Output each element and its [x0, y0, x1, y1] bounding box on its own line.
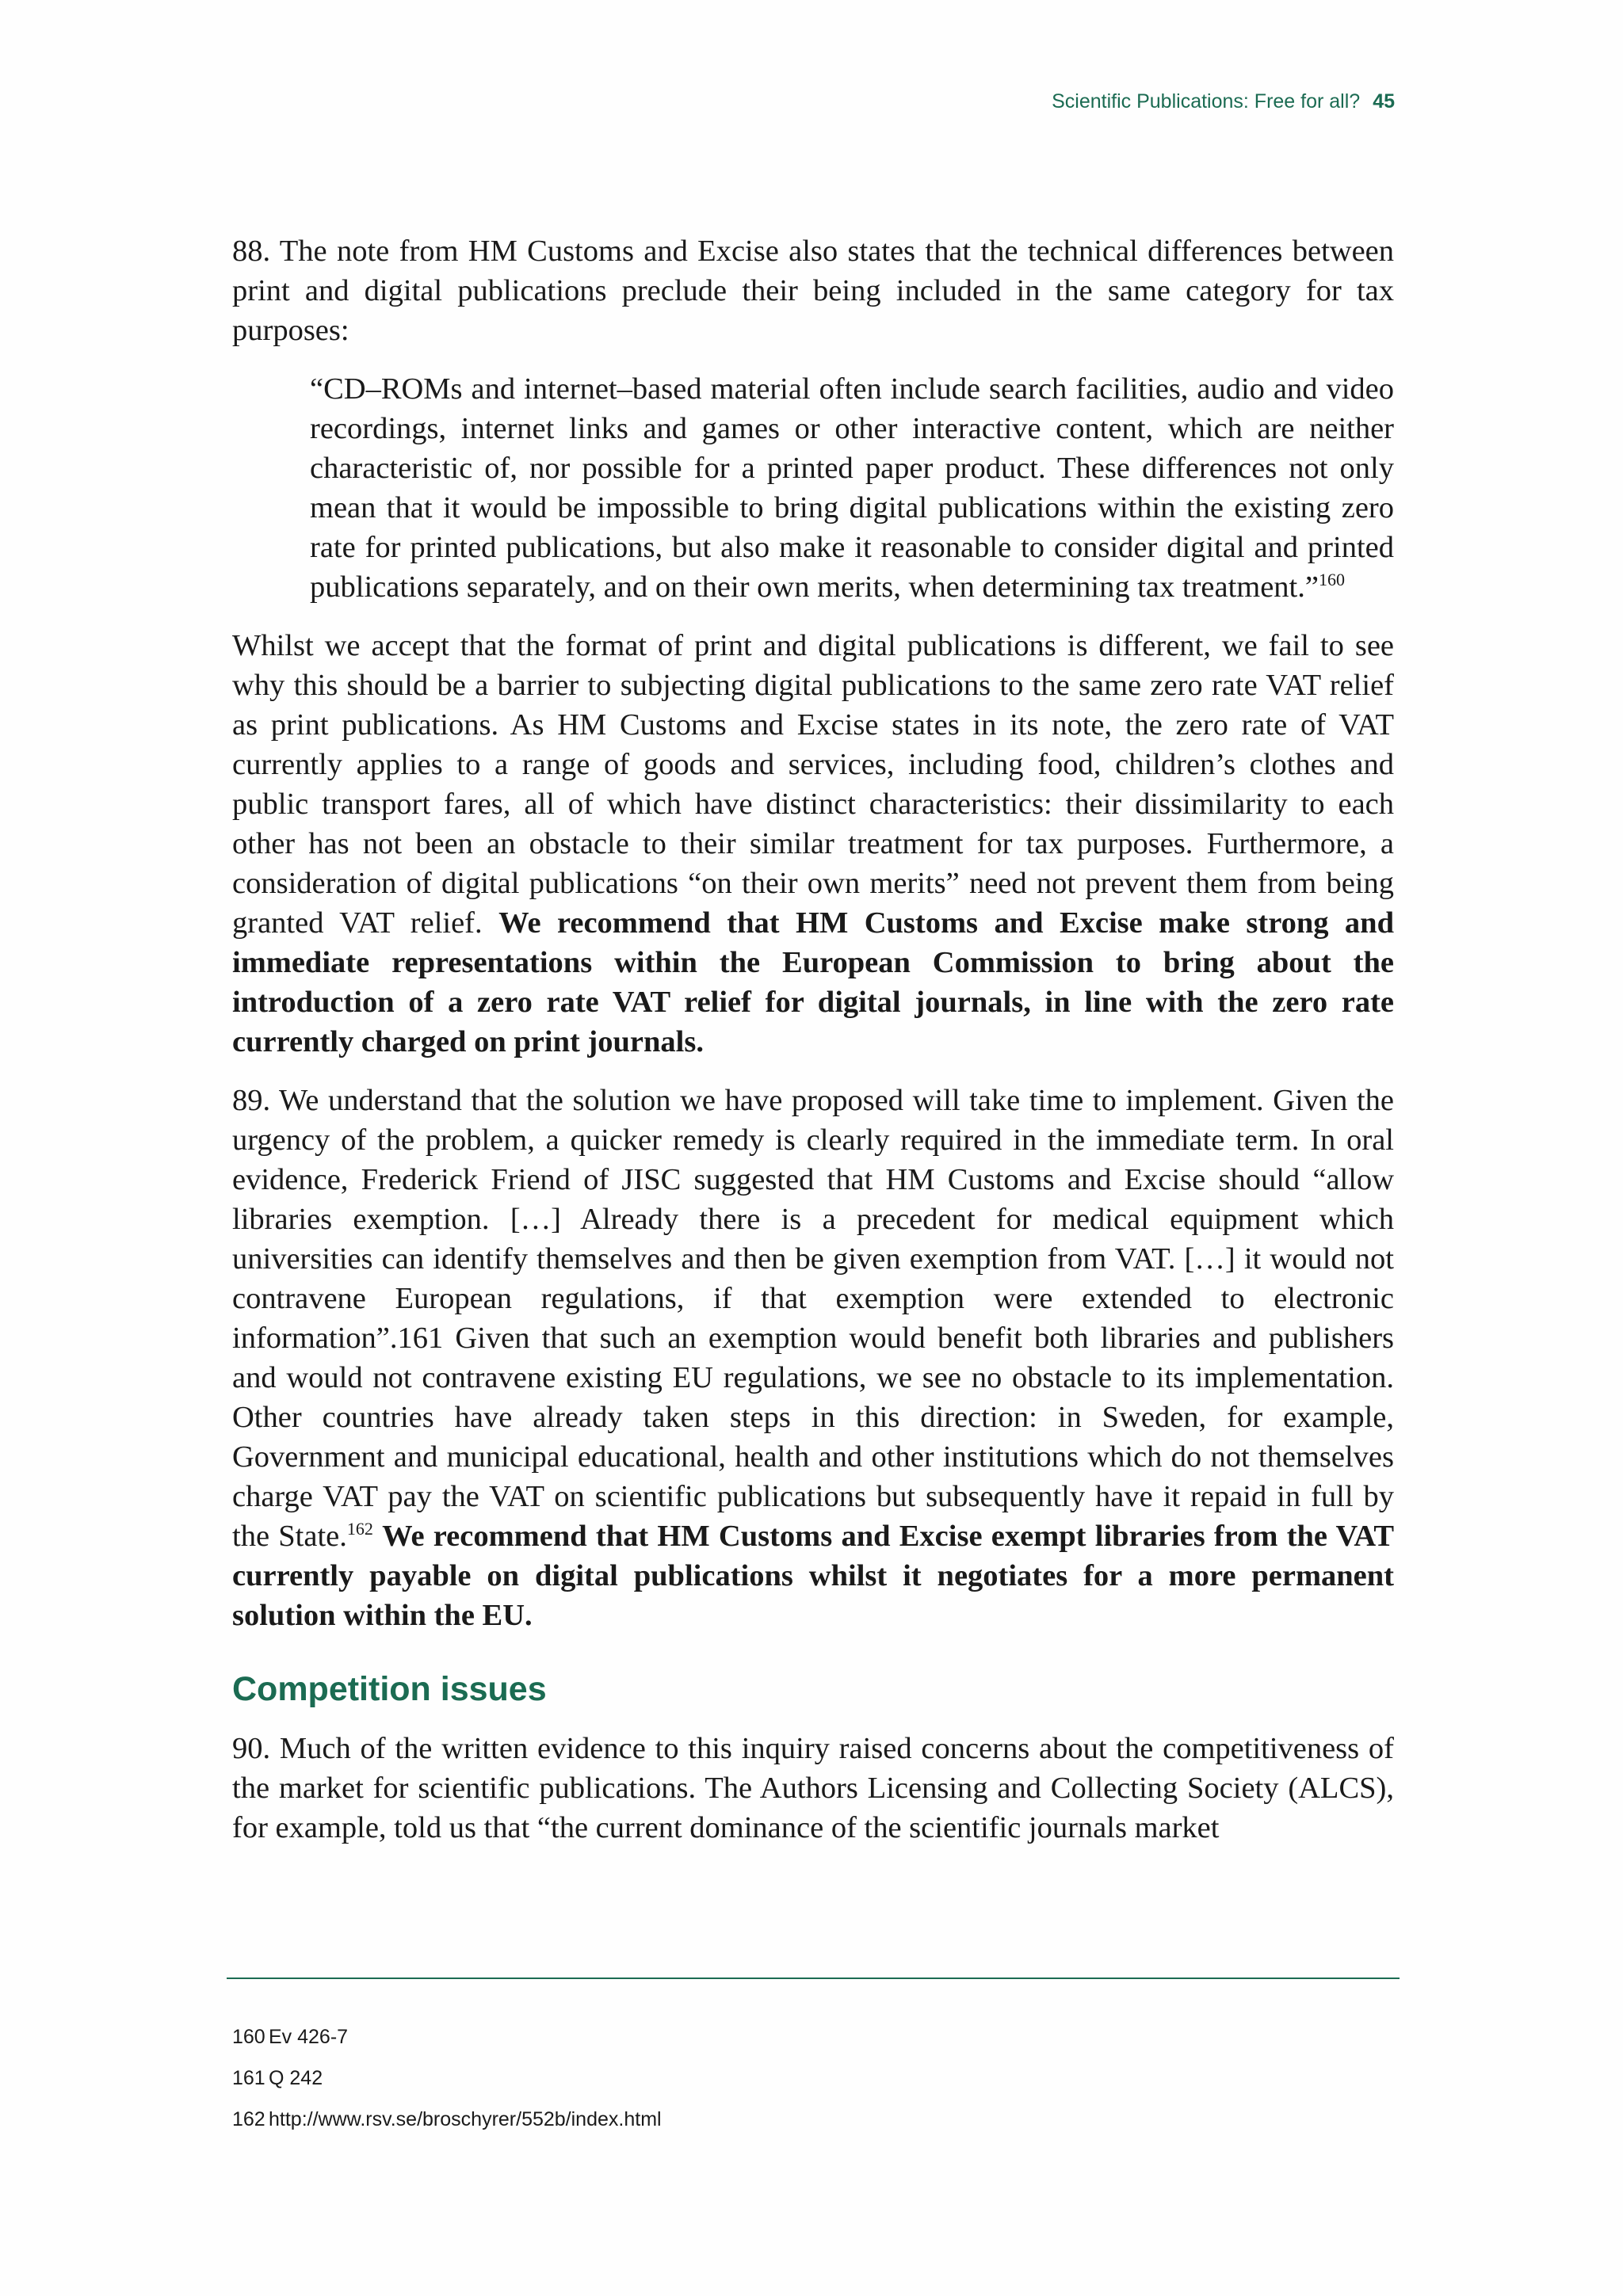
section-heading: Competition issues [232, 1670, 547, 1708]
footnote-number: 162 [232, 2108, 265, 2130]
paragraph-88-text: 88. The note from HM Customs and Excise also states that the technical differences between print and digital publications preclude their being included in the same category for tax purposes: [232, 235, 1394, 347]
footnotes [232, 2025, 662, 2149]
footnote-number: 160 [232, 2026, 265, 2048]
running-title: Scientific Publications: Free for all? [1052, 90, 1361, 113]
footnote-link[interactable]: http://www.rsv.se/broschyrer/552b/index.html [269, 2108, 662, 2130]
footnote-162 [232, 2107, 662, 2131]
recommendation-library-exemption: We recommend that HM Customs and Excise exempt libraries from the VAT currently payable on digital publications whilst it negotiates for a more permanent solution within the EU. [232, 1520, 1395, 1632]
paragraph-89-text: 89. We understand that the solution we have proposed will take time to implement. Given the urgency of the problem, a quicker remedy is clearly required in the immediate term. In oral evidence, Frederick Friend of JISC suggested that HM Customs and Excise should “allow libraries exemption. […] Already there is a precedent for medical equipment which universities can identify themselves and then be given exemption from VAT. […] it would not contravene European regulations, if that exemption were extended to electronic information”.161 Given that such an exemption would benefit both libraries and publishers and would not contravene existing EU regulations, we see no obstacle to its implementation. Other countries have already taken steps in this direction: in Sweden, for example, Government and municipal educational, health and other institutions which do not themselves charge VAT pay the VAT on scientific publications but subsequently have it repaid in full by the State. [232, 1084, 1394, 1553]
paragraph-88-continued [232, 626, 1394, 1062]
paragraph-89 [232, 1081, 1394, 1635]
footnote-text: Ev 426-7 [269, 2026, 349, 2048]
footnote-161 [232, 2066, 662, 2090]
paragraph-88 [232, 231, 1394, 350]
footnote-ref-162: 162 [346, 1519, 373, 1539]
paragraph-90-text: 90. Much of the written evidence to this inquiry raised concerns about the competitiveness of the market for scientific publications. The Authors Licensing and Collecting Society (ALCS), for example, told us that “the current dominance of the scientific journals market [232, 1732, 1394, 1844]
footnote-text: Q 242 [269, 2067, 323, 2089]
paragraph-90 [232, 1729, 1394, 1848]
page-number: 45 [1373, 90, 1395, 113]
block-quote [310, 369, 1394, 607]
running-header [1052, 90, 1395, 113]
paragraph-88-continued-text: Whilst we accept that the format of print and digital publications is different, we fail to see why this should be a barrier to subjecting digital publications to the same zero rate VAT relief as print publications. As HM Customs and Excise states in its note, the zero rate of VAT currently applies to a range of goods and services, including food, children’s clothes and public transport fares, all of which have distinct characteristics: their dissimilarity to each other has not been an obstacle to their similar treatment for tax purposes. Furthermore, a consideration of digital publications “on their own merits” need not prevent them from being granted VAT relief. [232, 629, 1394, 940]
footnote-number: 161 [232, 2067, 265, 2089]
main-content [232, 231, 1394, 1867]
footnote-divider [227, 1978, 1400, 1979]
footnote-160 [232, 2025, 662, 2049]
recommendation-zero-rate: We recommend that HM Customs and Excise make strong and immediate representations within the European Commission to bring about the introduction of a zero rate VAT relief for digital journals, in line with the zero rate currently charged on print journals. [232, 906, 1395, 1058]
block-quote-text: “CD–ROMs and internet–based material often include search facilities, audio and video recordings, internet links and games or other interactive content, which are neither characteristic of, nor possible for a printed paper product. These differences not only mean that it would be impossible to bring digital publications within the existing zero rate for printed publications, but also make it reasonable to consider digital and printed publications separately, and on their own merits, when determining tax treatment.” [310, 372, 1394, 604]
footnote-ref-160: 160 [1318, 570, 1345, 589]
